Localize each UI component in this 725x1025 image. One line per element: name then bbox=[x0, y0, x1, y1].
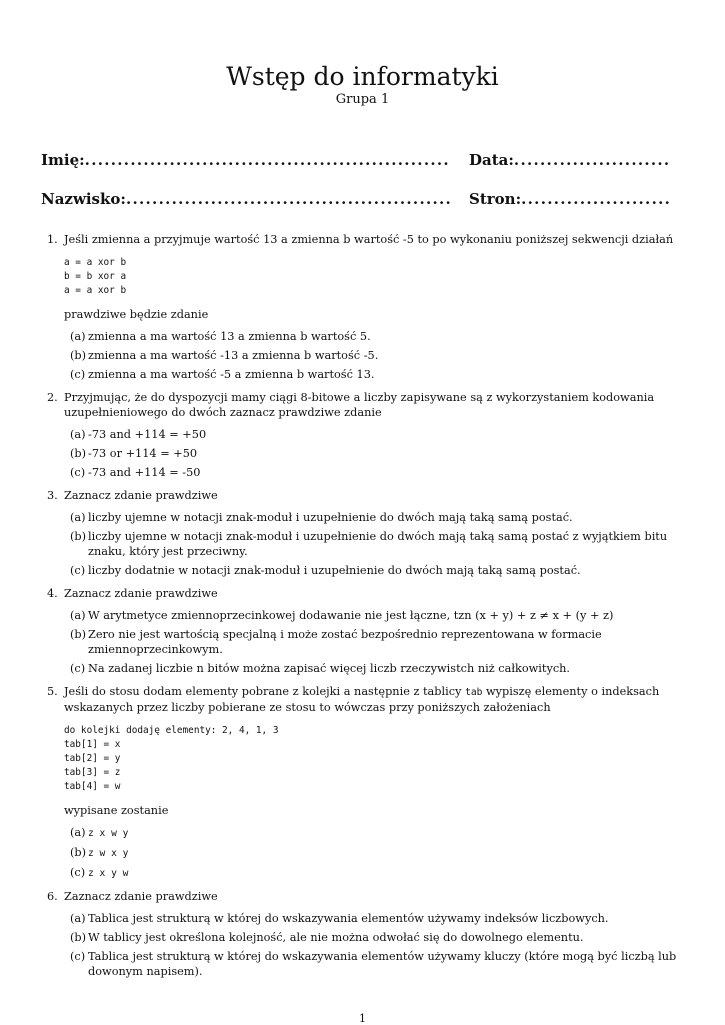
option-label: (a) bbox=[70, 330, 86, 343]
option-text: W arytmetyce zmiennoprzecinkowej dodawanie nie jest łączne, tzn (x + y) + z ≠ x + (y + z) bbox=[88, 609, 614, 622]
code-block: do kolejki dodaję elementy: 2, 4, 1, 3 tab[1] = x tab[2] = y tab[3] = z tab[4] = w bbox=[64, 725, 279, 792]
surname-dots: .................................................. bbox=[125, 190, 453, 208]
option-text: -73 or +114 = +50 bbox=[88, 447, 198, 460]
answer-option[interactable] bbox=[64, 608, 689, 623]
surname-field[interactable] bbox=[41, 190, 461, 208]
answer-option[interactable] bbox=[64, 446, 689, 461]
question-text: Zaznacz zdanie prawdziwe bbox=[64, 489, 218, 502]
code-block: a = a xor b b = b xor a a = a xor b bbox=[64, 257, 127, 296]
question-2 bbox=[47, 390, 689, 480]
option-label: (a) bbox=[70, 511, 86, 524]
question-5 bbox=[47, 684, 689, 881]
answer-option[interactable] bbox=[64, 930, 689, 945]
option-label: (b) bbox=[70, 530, 87, 543]
option-text: -73 and +114 = -50 bbox=[88, 466, 201, 479]
answer-option[interactable] bbox=[64, 825, 689, 841]
name-dots: ........................................................ bbox=[84, 151, 450, 169]
option-text: W tablicy jest określona kolejność, ale nie można odwołać się do dowolnego elementu. bbox=[88, 931, 584, 944]
option-label: (c) bbox=[70, 466, 86, 479]
option-label: (c) bbox=[70, 564, 86, 577]
question-text: Przyjmując, że do dyspozycji mamy ciągi 8-bitowe a liczby zapisywane są z wykorzystaniem kodowania uzupełnieniowego do dwóch zaznacz prawdziwe zdanie bbox=[64, 391, 655, 419]
answer-option[interactable] bbox=[64, 845, 689, 861]
option-text: Zero nie jest wartością specjalną i może zostać bezpośrednio reprezentowana w formacie zmiennoprzecinkowym. bbox=[88, 628, 602, 656]
option-label: (b) bbox=[70, 628, 87, 641]
option-text: zmienna a ma wartość 13 a zmienna b wartość 5. bbox=[88, 330, 371, 343]
option-text: Na zadanej liczbie n bitów można zapisać więcej liczb rzeczywistch niż całkowitych. bbox=[88, 662, 571, 675]
question-text bbox=[64, 684, 689, 715]
question-text: Jeśli zmienna a przyjmuje wartość 13 a zmienna b wartość -5 to po wykonaniu poniższej sekwencji działań bbox=[64, 233, 674, 246]
question-text: Zaznacz zdanie prawdziwe bbox=[64, 890, 218, 903]
answer-option[interactable] bbox=[64, 329, 689, 344]
group-subtitle: Grupa 1 bbox=[335, 92, 390, 107]
name-label: Imię: bbox=[41, 151, 85, 169]
answer-option[interactable] bbox=[64, 348, 689, 363]
option-label: (c) bbox=[70, 368, 86, 381]
option-text: -73 and +114 = +50 bbox=[88, 428, 207, 441]
option-label: (b) bbox=[70, 846, 87, 859]
option-text: liczby ujemne w notacji znak-moduł i uzupełnienie do dwóch mają taką samą postać. bbox=[88, 511, 573, 524]
option-label: (b) bbox=[70, 931, 87, 944]
question-number: 1. bbox=[47, 233, 58, 246]
answer-option[interactable] bbox=[64, 510, 689, 525]
option-text: zmienna a ma wartość -5 a zmienna b wartość 13. bbox=[88, 368, 375, 381]
pages-dots: ....................... bbox=[521, 190, 672, 208]
answer-option[interactable] bbox=[64, 911, 689, 926]
option-label: (c) bbox=[70, 662, 86, 675]
answer-option[interactable] bbox=[64, 949, 689, 979]
page-title: Wstęp do informatyki bbox=[226, 62, 499, 91]
option-text: Tablica jest strukturą w której do wskazywania elementów używamy indeksów liczbowych. bbox=[88, 912, 609, 925]
question-number: 6. bbox=[47, 890, 58, 903]
pages-label: Stron: bbox=[469, 190, 522, 208]
pages-field[interactable] bbox=[469, 190, 684, 208]
answer-option[interactable] bbox=[64, 529, 689, 559]
question-lead: wypisane zostanie bbox=[64, 804, 169, 817]
question-text: Zaznacz zdanie prawdziwe bbox=[64, 587, 218, 600]
option-label: (a) bbox=[70, 912, 86, 925]
option-label: (c) bbox=[70, 866, 86, 879]
answer-option[interactable] bbox=[64, 367, 689, 382]
answer-option[interactable] bbox=[64, 427, 689, 442]
date-dots: ........................ bbox=[513, 151, 671, 169]
question-1 bbox=[47, 232, 689, 382]
question-6 bbox=[47, 889, 689, 979]
option-text: z w x y bbox=[88, 848, 129, 859]
question-text-part: Jeśli do stosu dodam elementy pobrane z kolejki a następnie z tablicy bbox=[64, 685, 466, 698]
option-label: (a) bbox=[70, 428, 86, 441]
page-number: 1 bbox=[359, 1012, 366, 1025]
option-label: (c) bbox=[70, 950, 86, 963]
option-text: liczby ujemne w notacji znak-moduł i uzupełnienie do dwóch mają taką samą postać z wyjątkiem bitu znaku, który jest przeciwny. bbox=[88, 530, 668, 558]
answer-option[interactable] bbox=[64, 627, 689, 657]
question-4 bbox=[47, 586, 689, 676]
question-list bbox=[47, 232, 689, 987]
answer-option[interactable] bbox=[64, 563, 689, 578]
date-field[interactable] bbox=[469, 151, 684, 169]
question-3 bbox=[47, 488, 689, 578]
option-label: (a) bbox=[70, 609, 86, 622]
option-text: z x y w bbox=[88, 868, 129, 879]
option-text: liczby dodatnie w notacji znak-moduł i uzupełnienie do dwóch mają taką samą postać. bbox=[88, 564, 581, 577]
date-label: Data: bbox=[469, 151, 514, 169]
option-label: (b) bbox=[70, 349, 87, 362]
question-number: 5. bbox=[47, 685, 58, 698]
inline-code: tab bbox=[465, 687, 483, 698]
option-text: zmienna a ma wartość -13 a zmienna b wartość -5. bbox=[88, 349, 379, 362]
option-text: z x w y bbox=[88, 828, 129, 839]
answer-option[interactable] bbox=[64, 661, 689, 676]
option-text: Tablica jest strukturą w której do wskazywania elementów używamy kluczy (które mogą być liczbą lub dowonym napisem). bbox=[88, 950, 677, 978]
option-label: (a) bbox=[70, 826, 86, 839]
option-label: (b) bbox=[70, 447, 87, 460]
question-number: 2. bbox=[47, 391, 58, 404]
question-lead: prawdziwe będzie zdanie bbox=[64, 308, 209, 321]
surname-label: Nazwisko: bbox=[41, 190, 126, 208]
question-number: 4. bbox=[47, 587, 58, 600]
name-field[interactable] bbox=[41, 151, 461, 169]
answer-option[interactable] bbox=[64, 465, 689, 480]
question-number: 3. bbox=[47, 489, 58, 502]
answer-option[interactable] bbox=[64, 865, 689, 881]
question-text-part: wypiszę elementy o indeksach wskazanych przez liczby pobierane ze stosu to wówczas przy poniższych założeniach bbox=[64, 685, 660, 714]
